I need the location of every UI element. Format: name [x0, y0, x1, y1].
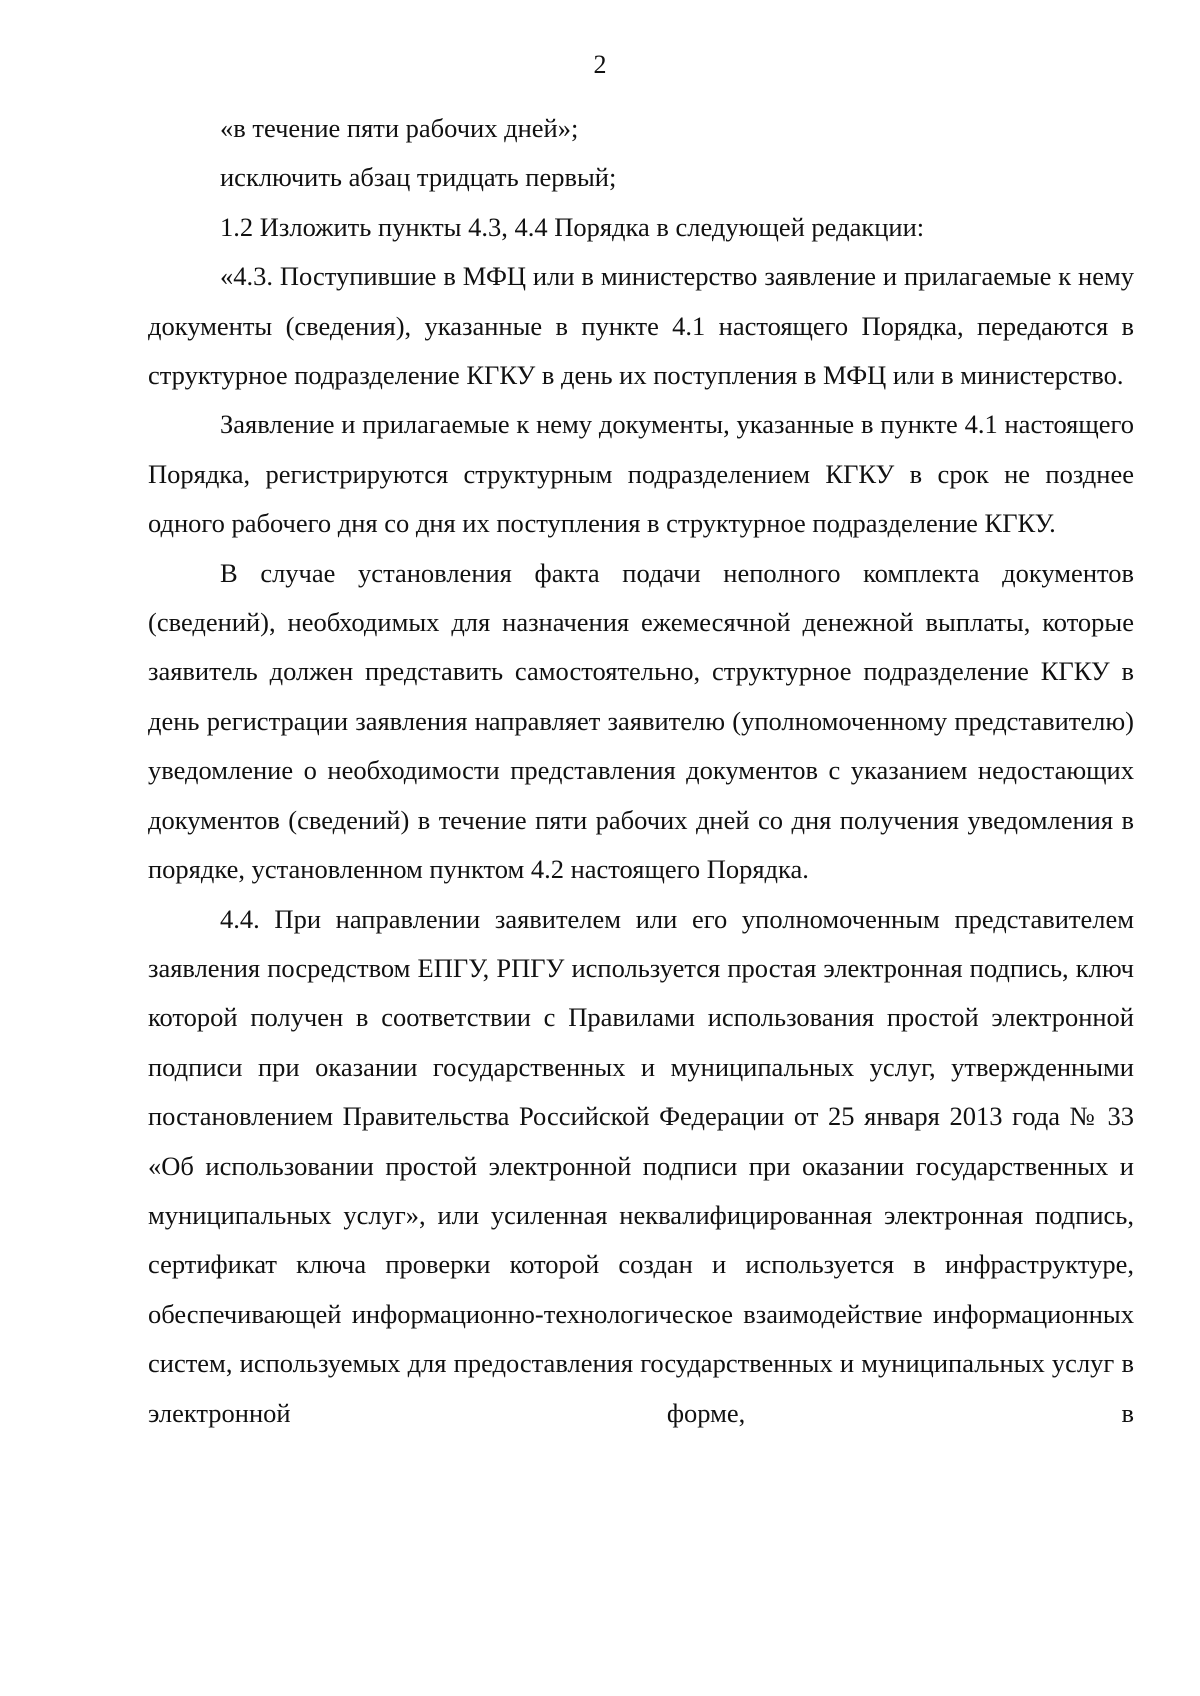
paragraph-item-4-4: 4.4. При направлении заявителем или его уполномоченным представителем заявления посредством ЕПГУ, РПГУ используется простая электронная подпись, ключ которой получен в соответствии с Правилами использования простой электронной подписи при оказании государственных и муниципальных услуг, утвержденными постановлением Правительства Российской Федерации от 25 января 2013 года № 33 «Об использовании простой электронной подписи при оказании государственных и муниципальных услуг», или усиленная неквалифицированная электронная подпись, сертификат ключа проверки которой создан и используется в инфраструктуре, обеспечивающей информационно-технологическое взаимодействие информационных систем, используемых для предоставления государственных и муниципальных услуг в электронной форме, в — [148, 903, 1134, 1428]
paragraph-incomplete-documents: В случае установления факта подачи неполного комплекта документов (сведений), необходимых для назначения ежемесячной денежной выплаты, которые заявитель должен представить самостоятельно, структурное подразделение КГКУ в день регистрации заявления направляет заявителю (уполномоченному представителю) уведомление о необходимости представления документов с указанием недостающих документов (сведений) в течение пяти рабочих дней со дня получения уведомления в порядке, установленном пунктом 4.2 настоящего Порядка. — [148, 557, 1134, 885]
paragraph-registration: Заявление и прилагаемые к нему документы, указанные в пункте 4.1 настоящего Порядка, регистрируются структурным подразделением КГКУ в срок не позднее одного рабочего дня со дня их поступления в структурное подразделение КГКУ. — [148, 409, 1134, 539]
paragraph-item-1-2: 1.2 Изложить пункты 4.3, 4.4 Порядка в следующей редакции: — [220, 211, 925, 242]
page-number: 2 — [593, 50, 607, 79]
paragraph-exclude-clause: исключить абзац тридцать первый; — [220, 162, 617, 193]
document-body — [148, 104, 1134, 1438]
paragraph-quote-five-days: «в течение пяти рабочих дней»; — [220, 113, 579, 143]
paragraph-item-4-3: «4.3. Поступившие в МФЦ или в министерство заявление и прилагаемые к нему документы (сведения), указанные в пункте 4.1 настоящего Порядка, передаются в структурное подразделение КГКУ в день их поступления в МФЦ или в министерство. — [148, 261, 1134, 391]
